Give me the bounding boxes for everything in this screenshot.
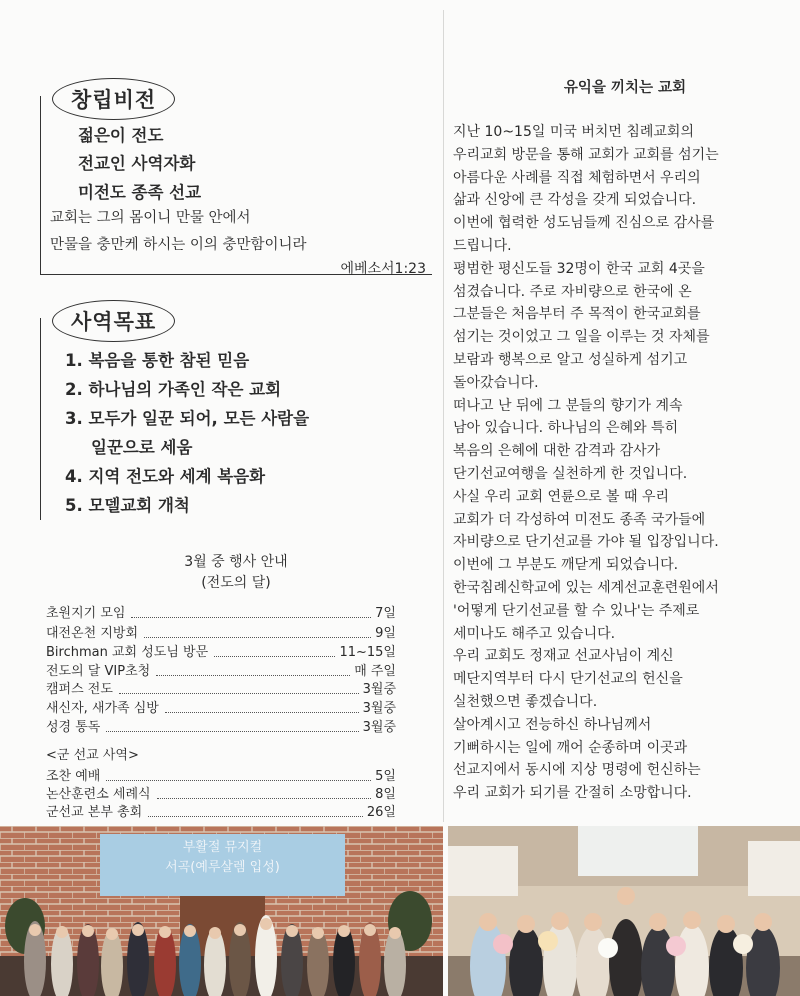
- military-mission-heading: <군 선교 사역>: [46, 748, 139, 763]
- article-line: 그분들은 처음부터 주 목적이 한국교회를: [453, 306, 701, 323]
- article-line: 지난 10~15일 미국 버치먼 침례교회의: [453, 124, 694, 140]
- event-date: 26일: [366, 805, 396, 820]
- event-row: [46, 699, 396, 718]
- event-name: 초원지기 모임: [46, 606, 126, 621]
- event-row: [46, 767, 396, 786]
- article-line: 살아계시고 전능하신 하나님께서: [453, 716, 652, 733]
- event-name: 대전온천 지방회: [46, 626, 139, 641]
- leader-dots: [165, 699, 359, 713]
- leader-dots: [119, 680, 359, 694]
- event-row: [46, 680, 396, 699]
- event-date: 3월중: [362, 682, 396, 697]
- event-name: 성경 통독: [46, 720, 101, 735]
- article-line: 단기선교여행을 실천하게 한 것입니다.: [453, 465, 688, 482]
- event-row: [46, 803, 396, 822]
- goal-item-continuation: 일꾼으로 세움: [91, 438, 193, 457]
- article-title: 유익을 끼치는 교회: [563, 80, 687, 96]
- founding-vision-section: [40, 78, 432, 275]
- event-name: 전도의 달 VIP초청: [46, 664, 151, 679]
- leader-dots: [131, 604, 371, 618]
- article-line: 선교지에서 동시에 지상 명령에 헌신하는: [453, 762, 701, 779]
- leader-dots: [157, 785, 372, 799]
- easter-musical-photo: [0, 826, 443, 996]
- event-row: [46, 643, 396, 662]
- goal-item: 3. 모두가 일꾼 되어, 모든 사람을: [65, 409, 310, 428]
- event-row: [46, 624, 396, 643]
- scripture-reference: 에베소서1:23: [340, 261, 426, 277]
- article-line: 삶과 신앙에 큰 각성을 갖게 되었습니다.: [453, 192, 697, 209]
- event-name: 새신자, 새가족 심방: [46, 701, 159, 716]
- article-line: 자비량으로 단기선교를 가야 될 입장입니다.: [453, 534, 719, 551]
- event-row: [46, 785, 396, 804]
- article-line: '어떻게 단기선교를 할 수 있나'는 주제로: [453, 602, 700, 619]
- event-date: 3월중: [362, 701, 396, 716]
- article-line: 우리 교회가 되기를 간절히 소망합니다.: [453, 785, 692, 802]
- event-date: 8일: [375, 787, 396, 802]
- vision-item: 미전도 종족 선교: [78, 183, 202, 202]
- scripture-line: 만물을 충만케 하시는 이의 충만함이니라: [50, 237, 307, 253]
- article-line: 우리 교회도 정재교 선교사님이 계신: [453, 648, 674, 665]
- article-line: 메단지역부터 다시 단기선교의 헌신을: [453, 671, 683, 688]
- event-row: [46, 662, 396, 681]
- event-date: 3월중: [362, 720, 396, 735]
- goal-item: 5. 모델교회 개척: [65, 496, 190, 515]
- article-line: 섬기는 것이었고 그 일을 이루는 것 자체를: [453, 329, 710, 346]
- event-name: Birchman 교회 성도님 방문: [46, 645, 209, 660]
- leader-dots: [156, 662, 350, 676]
- article-line: 세미나도 해주고 있습니다.: [453, 625, 616, 642]
- event-name: 캠퍼스 전도: [46, 682, 113, 697]
- events-subtitle: (전도의 달): [201, 575, 271, 591]
- vision-item: 전교인 사역자화: [78, 154, 196, 173]
- goal-item: 4. 지역 전도와 세계 복음화: [65, 467, 266, 486]
- goal-item: 2. 하나님의 가족인 작은 교회: [65, 380, 282, 399]
- article-line: 우리교회 방문을 통해 교회가 교회를 섬기는: [453, 146, 719, 163]
- leader-dots: [148, 803, 363, 817]
- banner-text: [100, 834, 345, 878]
- founding-vision-heading: 창립비전: [52, 78, 175, 120]
- events-heading: [40, 552, 432, 594]
- event-row: [46, 718, 396, 737]
- article-body: [453, 121, 799, 805]
- article-line: 보람과 행복으로 알고 성실하게 섬기고: [453, 351, 688, 368]
- ministry-goals-list: [65, 346, 309, 520]
- leader-dots: [144, 624, 371, 638]
- article-line: 기뻐하시는 일에 깨어 순종하며 이곳과: [453, 739, 688, 756]
- article-line: 한국침례신학교에 있는 세계선교훈련원에서: [453, 579, 719, 596]
- scripture-line: 교회는 그의 몸이니 만물 안에서: [50, 210, 251, 226]
- event-name: 군선교 본부 총회: [46, 805, 143, 820]
- article-line: 드립니다.: [453, 237, 512, 254]
- ministry-goals-section: [40, 300, 432, 520]
- event-date: 매 주일: [354, 664, 396, 679]
- event-name: 논산훈련소 세례식: [46, 787, 151, 802]
- event-row: [46, 604, 396, 623]
- article-line: 남아 있습니다. 하나님의 은혜와 특히: [453, 420, 679, 437]
- event-date: 11~15일: [339, 645, 396, 660]
- column-divider: [443, 10, 444, 822]
- event-name: 조찬 예배: [46, 769, 101, 784]
- event-date: 7일: [375, 606, 396, 621]
- article-line: 복음의 은혜에 대한 감격과 감사가: [453, 443, 661, 460]
- article-line: 교회가 더 각성하여 미전도 종족 국가들에: [453, 511, 706, 528]
- event-date: 9일: [375, 626, 396, 641]
- goal-item: 1. 복음을 통한 참된 믿음: [65, 351, 250, 370]
- events-title: 3월 중 행사 안내: [184, 554, 288, 570]
- event-date: 5일: [375, 769, 396, 784]
- group-flower-photo: [448, 826, 800, 996]
- leader-dots: [214, 643, 335, 657]
- article-line: 이번에 그 부분도 깨닫게 되었습니다.: [453, 557, 679, 574]
- leader-dots: [106, 718, 358, 732]
- vision-item: 젊은이 전도: [78, 126, 164, 145]
- article-line: 아름다운 사례를 직접 체험하면서 우리의: [453, 169, 701, 186]
- leader-dots: [106, 767, 371, 781]
- banner-line: 서곡(예루살렘 입성): [165, 860, 280, 875]
- article-line: 떠나고 난 뒤에 그 분들의 향기가 계속: [453, 397, 683, 414]
- ministry-goals-heading: 사역목표: [52, 300, 175, 342]
- article-line: 실천했으면 좋겠습니다.: [453, 693, 598, 710]
- article-line: 섬겼습니다. 주로 자비량으로 한국에 온: [453, 283, 692, 300]
- banner-line: 부활절 뮤지컬: [182, 840, 263, 855]
- article-line: 돌아갔습니다.: [453, 374, 539, 391]
- article-line: 사실 우리 교회 연륜으로 볼 때 우리: [453, 488, 670, 505]
- article-line: 이번에 협력한 성도님들께 진심으로 감사를: [453, 215, 715, 232]
- article-line: 평범한 평신도들 32명이 한국 교회 4곳을: [453, 260, 705, 277]
